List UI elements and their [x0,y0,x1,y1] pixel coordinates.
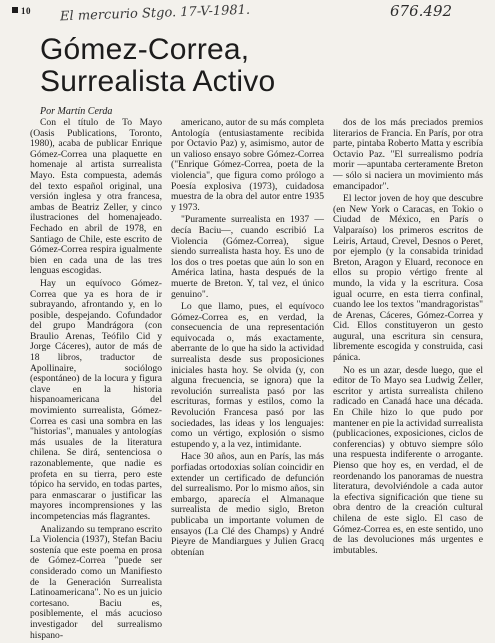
paragraph: Lo que llamo, pues, el equívoco Gómez-Correa es, en verdad, la consecuencia de una representación equivocada o, más exactamente, aberrante de lo que ha sido la actividad surrealista desde sus proposiciones iniciales hasta hoy. Se olvida (y, con alguna frecuencia, se ignora) que la revolución surrealista pasó por las escrituras, formas y estilos, como la Revolución Francesa pasó por las sociedades, las ideas y los lenguajes: como un vértigo, explosión o sismo estupendo y, a la vez, intimidante. [171,301,324,450]
paragraph: "Puramente surrealista en 1937 —decía Baciu—, cuando escribió La Violencia (Gómez-Correa), sigue siendo surrealista hasta hoy. Es uno de los dos o tres poetas que aún lo son en América latina, hasta después de la muerte de Breton. Y, tal vez, el único genuino". [171,214,324,300]
archive-stamp: 676.492 [390,2,453,20]
square-marker-icon [12,7,18,13]
page-number-text: 10 [21,6,31,16]
page-number [12,6,31,16]
paragraph: No es un azar, desde luego, que el editor de To Mayo sea Ludwig Zeller, escritor y artista surrealista chileno radicado en Canadá hace una década. En Chile hizo lo que pudo por mantener en pie la actividad surrealista (publicaciones, exposiciones, ciclos de conferencias) y obtuvo siempre sólo una respuesta indiferente o arrogante. Pienso que hoy es, en verdad, el de reordenando los panoramas de nuestra literatura, devolviéndole a cada autor la efectiva significación que tiene su obra dentro de la creación cultural chilena de este siglo. El caso de Gómez-Correa es, en este sentido, uno de las devoluciones más urgentes e imbutables. [333,364,483,556]
column-2 [171,118,324,560]
paragraph: dos de los más preciados premios literarios de Francia. En París, por otra parte, pintaba Roberto Matta y escribía Octavio Paz. "El surrealismo podría morir —apuntaba certeramente Breton— sólo si naciera un movimiento más emancipador". [333,117,483,192]
paragraph: Hay un equívoco Gómez-Correa que ya es hora de ir subrayando, afrontando y, en lo posible, despejando. Cofundador del grupo Mandrágora (con Braulio Arenas, Teófilo Cid y Jorge Cáceres), autor de más de 18 libros, traductor de Apollinaire, sociólogo (espontáneo) de la locura y figura clave en la historia hispanoamericana del movimiento surrealista, Gómez-Correa es casi una sombra en las "historias", manuales y antologías más usuales de la literatura chilena. Se dirá, sentenciosa o razonablemente, que nadie es profeta en su tierra, pero este tópico ha servido, en todas partes, para enmascarar o justificar las mayores incomprensiones y las incompetencias más flagrantes. [30,277,162,522]
title-line-2: Surrealista Activo [40,65,276,98]
paragraph: Hace 30 años, aun en París, las más porfiadas ortodoxias solían coincidir en extender un certificado de defunción del surrealismo. Por lo mismo años, sin embargo, aparecía el Almanaque surrealista de medio siglo, Breton publicaba un importante volumen de ensayos (La Clé des Champs) y André Pieyre de Mandiargues y Julien Gracq obtenían [171,451,324,558]
paragraph: Analizando su temprano escrito La Violencia (1937), Stefan Baciu sostenía que este poema en prosa de Gómez-Correa "puede ser considerado como un Manifiesto de la Generación Surrealista Latinoamericana". No es un juicio cortesano. Baciu es, posiblemente, el más acucioso investigador del surrealismo hispano- [30,523,162,641]
paragraph: americano, autor de su más completa Antología (entusiastamente recibida por Octavio Paz) y, asimismo, autor de un valioso ensayo sobre Gómez-Correa ("Enrique Gómez-Correa, poeta de la violencia", que figura como prólogo a Poesía explosiva (1973), cuidadosa muestra de la obra del autor entre 1935 y 1973. [171,117,324,213]
paragraph: Con el título de To Mayo (Oasis Publications, Toronto, 1980), acaba de publicar Enrique Gómez-Correa una plaquette en homenaje al artista surrealista Mayo. Esta compuesta, además del texto español original, una versión inglesa y otra francesa, ambas de Beatriz Zeller, y cinco ilustraciones del homenajeado. Fechado en abril de 1978, en Santiago de Chile, este escrito de Gómez-Correa respira igualmente bien en cada una de las tres lenguas escogidas. [30,117,162,277]
handwritten-note: El mercurio Stgo. 17-V-1981. [59,2,251,25]
column-1 [30,118,162,643]
column-3 [333,118,483,558]
article-title [40,34,275,98]
byline: Por Martín Cerda [40,106,113,117]
paragraph: El lector joven de hoy que descubre (en New York o Caracas, en Tokio o Ciudad de México, en París o Valparaíso) los primeros escritos de Leiris, Artaud, Crevel, Desnos o Peret, por ejemplo (y la consabida trinidad Breton, Aragon y Eluard, reconoce en ellos su propio vértigo frente al mundo, la vida y la escritura. Cosa igual ocurre, en esta tierra confinal, cuando lee los textos "mandragoristas" de Arenas, Cáceres, Gómez-Correa y Cid. Ellos constituyeron un gesto augural, una escritura sin censura, libremente escogida y construida, casi pánica. [333,193,483,364]
title-line-1: Gómez-Correa, [40,33,250,66]
